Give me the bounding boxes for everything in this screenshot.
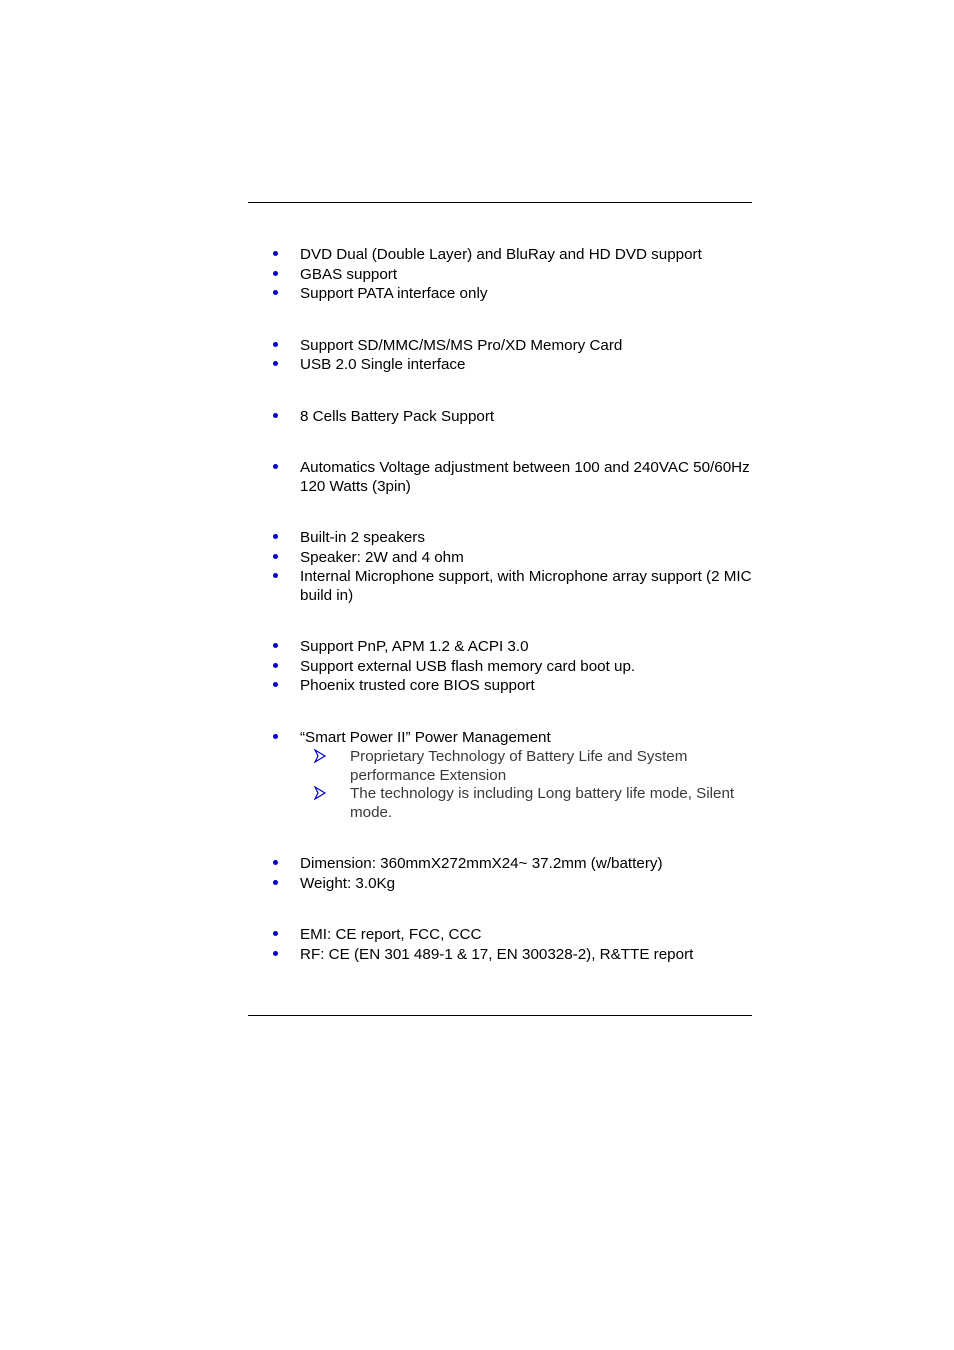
spec-section-adapter	[248, 459, 752, 496]
spec-section-audio	[248, 529, 752, 605]
spec-section-optical	[248, 246, 752, 304]
bullet-dot-icon	[273, 643, 278, 648]
bullet-dot-icon	[273, 663, 278, 668]
spec-section-card-reader	[248, 337, 752, 375]
spec-list	[248, 246, 752, 965]
bullet-dot-icon	[273, 860, 278, 865]
list-item: Weight: 3.0Kg	[248, 875, 752, 894]
footer-rule	[248, 1015, 752, 1016]
list-item: USB 2.0 Single interface	[248, 356, 752, 375]
list-item: Support external USB flash memory card boot up.	[248, 658, 752, 677]
bullet-dot-icon	[273, 251, 278, 256]
bullet-dot-icon	[273, 464, 278, 469]
bullet-dot-icon	[273, 413, 278, 418]
spec-section-bios	[248, 638, 752, 696]
arrow-bullet-icon	[313, 786, 327, 800]
list-item: DVD Dual (Double Layer) and BluRay and HD DVD support	[248, 246, 752, 265]
bullet-dot-icon	[273, 573, 278, 578]
list-item: Automatics Voltage adjustment between 100 and 240VAC 50/60Hz 120 Watts (3pin)	[248, 459, 752, 496]
spec-section-battery	[248, 408, 752, 427]
bullet-dot-icon	[273, 271, 278, 276]
bullet-dot-icon	[273, 734, 278, 739]
spec-section-regulatory	[248, 926, 752, 964]
list-item: “Smart Power II” Power Management	[248, 729, 752, 748]
bullet-dot-icon	[273, 342, 278, 347]
list-item: GBAS support	[248, 266, 752, 285]
bullet-dot-icon	[273, 554, 278, 559]
sub-list-item: Proprietary Technology of Battery Life and System performance Extension	[248, 748, 752, 785]
list-item: Dimension: 360mmX272mmX24~ 37.2mm (w/battery)	[248, 855, 752, 874]
list-item: Built-in 2 speakers	[248, 529, 752, 548]
list-item: Speaker: 2W and 4 ohm	[248, 549, 752, 568]
list-item: Support SD/MMC/MS/MS Pro/XD Memory Card	[248, 337, 752, 356]
bullet-dot-icon	[273, 880, 278, 885]
bullet-dot-icon	[273, 361, 278, 366]
header-rule	[248, 202, 752, 203]
list-item: EMI: CE report, FCC, CCC	[248, 926, 752, 945]
list-item: RF: CE (EN 301 489-1 & 17, EN 300328-2), R&TTE report	[248, 946, 752, 965]
list-item: Support PnP, APM 1.2 & ACPI 3.0	[248, 638, 752, 657]
spec-section-physical	[248, 855, 752, 893]
bullet-dot-icon	[273, 534, 278, 539]
bullet-dot-icon	[273, 682, 278, 687]
arrow-bullet-icon	[313, 749, 327, 763]
list-item: 8 Cells Battery Pack Support	[248, 408, 752, 427]
spec-section-power-management	[248, 729, 752, 823]
list-item: Phoenix trusted core BIOS support	[248, 677, 752, 696]
bullet-dot-icon	[273, 931, 278, 936]
bullet-dot-icon	[273, 290, 278, 295]
sub-list-item: The technology is including Long battery life mode, Silent mode.	[248, 785, 752, 822]
list-item: Support PATA interface only	[248, 285, 752, 304]
list-item: Internal Microphone support, with Microphone array support (2 MIC build in)	[248, 568, 752, 605]
bullet-dot-icon	[273, 951, 278, 956]
